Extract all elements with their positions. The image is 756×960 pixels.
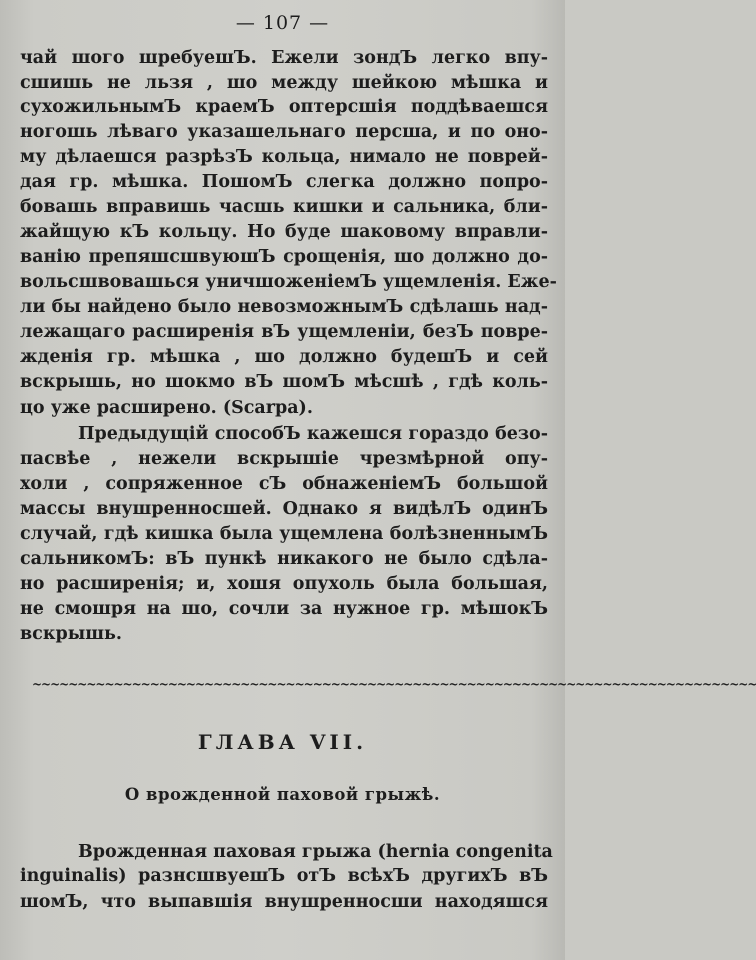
text-line: цо уже расширено. (Scarpa).	[20, 398, 313, 418]
text-line: пасвѣе , нежели вскрышіе чрезмѣрной опу-	[20, 449, 548, 469]
text-line: лежащаго расширенія вЪ ущемленіи, безЪ повре-	[20, 322, 548, 342]
chapter-heading: ГЛАВА VII.	[197, 730, 368, 754]
text-line: ванію препяшсшвуюшЪ срощенія, шо должно до-	[20, 247, 548, 267]
text-line: Врожденная паховая грыжа (hernia congenita	[78, 842, 553, 862]
text-line: Предыдущій способЪ кажешся гораздо безо-	[78, 424, 548, 444]
text-line: чай шого шребуешЪ. Ежели зондЪ легко впу-	[20, 48, 548, 68]
ornamental-separator: ~~~~~~~~~~~~~~~~~~~~~~~~~~~~~~~~~~~~~~~~~~~~~~~~~~~~~~~~~~~~~~~~~~~~~~~~~~~~~~~~	[32, 677, 756, 691]
text-line: сухожильнымЪ краемЪ оптерсшія поддѣваешся	[20, 97, 548, 117]
text-line: жденія гр. мѣшка , шо должно будешЪ и сей	[20, 347, 548, 367]
text-line: inguinalis) разнсшвуешЪ отЪ всѣхЪ другихЪ вЪ	[20, 866, 548, 886]
text-line: бовашь вправишь часшь кишки и сальника, бли-	[20, 197, 548, 217]
chapter-subtitle: О врожденной паховой грыжѣ.	[124, 785, 441, 804]
text-line: вскрышь.	[20, 624, 123, 644]
text-line: ногошь лѣваго указашельнаго персша, и по оно-	[20, 122, 548, 142]
text-line: дая гр. мѣшка. ПошомЪ слегка должно попро-	[20, 172, 548, 192]
text-line: случай, гдѣ кишка была ущемлена болѣзненнымЪ	[20, 524, 548, 544]
text-line: вскрышь, но шокмо вЪ шомЪ мѣсшѣ , гдѣ коль-	[20, 372, 548, 392]
text-line: сальникомЪ: вЪ пункѣ никакого не было сдѣла-	[20, 549, 548, 569]
text-line: но расширенія; и, хошя опухоль была большая,	[20, 574, 548, 594]
text-line: не смошря на шо, сочли за нужное гр. мѣшокЪ	[20, 599, 548, 619]
text-line: му дѣлаешся разрѣзЪ кольца, нимало не поврей-	[20, 147, 548, 167]
text-line: холи , сопряженное сЪ обнаженіемЪ большой	[20, 474, 548, 494]
text-line: вольсшвовашься уничшоженіемЪ ущемленія. Еже-	[20, 272, 557, 292]
page-number: — 107 —	[235, 12, 330, 34]
text-line: массы внушренносшей. Однако я видѣлЪ одинЪ	[20, 499, 548, 519]
text-line: сшишь не льзя , шо между шейкою мѣшка и	[20, 73, 548, 93]
text-line: ли бы найдено было невозможнымЪ сдѣлашь над-	[20, 297, 548, 317]
text-line: жайщую кЪ кольцу. Но буде шаковому вправли-	[20, 222, 548, 242]
text-line: шомЪ, что выпавшія внушренносши находяшся	[20, 892, 548, 912]
